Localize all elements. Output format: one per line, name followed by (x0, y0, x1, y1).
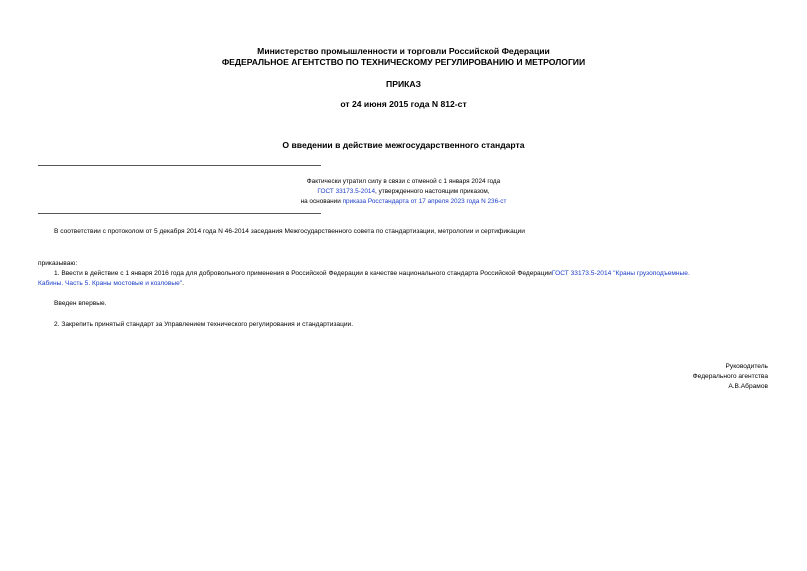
ministry-name: Министерство промышленности и торговли Российской Федерации (257, 46, 550, 56)
divider-top (38, 165, 321, 166)
document-date-number: от 24 июня 2015 года N 812-ст (340, 99, 467, 109)
status-note-line1: Фактически утратил силу в связи с отменой с 1 января 2024 года (306, 178, 501, 185)
document-title: О введении в действие межгосударственного стандарта (282, 140, 525, 150)
divider-bottom (38, 213, 321, 214)
item1-suffix: . (182, 280, 184, 287)
preamble-text: В соответствии с протоколом от 5 декабря 2014 года N 46-2014 заседания Межгосударственного совета по стандартизации, метрологии и сертификации (54, 228, 525, 235)
status-note-line2 (0, 187, 807, 197)
signature-position: Руководитель (725, 363, 768, 370)
signature-name: А.В.Абрамов (728, 383, 768, 390)
signature-agency: Федерального агентства (692, 373, 768, 380)
status-note-line3 (0, 197, 807, 207)
item2-text: 2. Закрепить принятый стандарт за Управлением технического регулирования и стандартизации. (54, 321, 354, 328)
item1-line1 (54, 269, 774, 279)
orders-label: приказываю: (38, 260, 78, 267)
agency-name: ФЕДЕРАЛЬНОЕ АГЕНТСТВО ПО ТЕХНИЧЕСКОМУ РЕГУЛИРОВАНИЮ И МЕТРОЛОГИИ (221, 57, 586, 67)
gost-title-link[interactable]: ГОСТ 33173.5-2014 "Краны грузоподъемные. (551, 270, 690, 277)
introduced-note: Введен впервые. (54, 300, 107, 307)
status-note-line2-rest: , утвержденного настоящим приказом, (375, 188, 490, 195)
gost-title-link-continued[interactable]: Кабины. Часть 5. Краны мостовые и козловые" (38, 280, 183, 287)
document-type: ПРИКАЗ (386, 79, 421, 89)
rosstandart-order-link[interactable]: приказа Росстандарта от 17 апреля 2023 года N 236-ст (342, 198, 507, 205)
item1-line2 (38, 279, 184, 289)
status-note-line3-prefix: на основании (300, 198, 343, 205)
gost-link[interactable]: ГОСТ 33173.5-2014 (317, 188, 376, 195)
item1-prefix: 1. Ввести в действие с 1 января 2016 года для добровольного применения в Российской Федерации в качестве национального стандарта Российской Федерации (54, 270, 552, 277)
